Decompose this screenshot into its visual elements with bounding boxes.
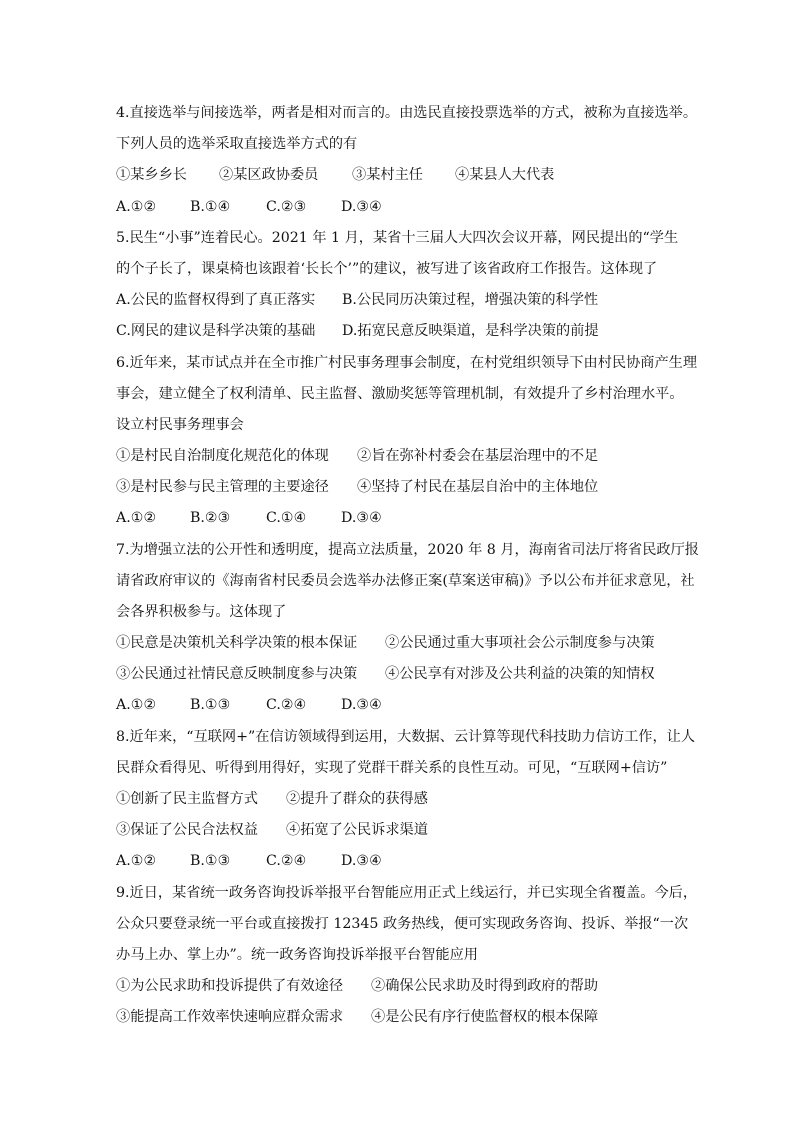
q5-choice-d: D.拓宽民意反映渠道，是科学决策的前提 (342, 323, 599, 339)
q4-statement-1: ①某乡乡长 (116, 167, 187, 183)
q6-statements-row-2 (116, 477, 598, 497)
q9-statement-1: ①为公民求助和投诉提供了有效途径 (116, 978, 344, 994)
q8-choice-a: A.①② (116, 853, 157, 869)
q6-statement-2: ②旨在弥补村委会在基层治理中的不足 (357, 448, 599, 464)
q8-choice-c: C.②④ (266, 853, 307, 869)
q9-stem-line-1: 9.近日，某省统一政务咨询投诉举报平台智能应用正式上线运行，并已实现全省覆盖。今后， (116, 885, 698, 901)
q4-choice-d: D.③④ (341, 199, 382, 215)
q7-stem-line-1: 7.为增强立法的公开性和透明度，提高立法质量，2020 年 8 月，海南省司法厅将省民政厅报 (116, 542, 699, 558)
q7-statements-row-1 (116, 633, 655, 653)
q8-statements-row-2 (116, 820, 428, 840)
q6-choice-c: C.①④ (266, 510, 307, 526)
q5-choice-a: A.公民的监督权得到了真正落实 (116, 292, 316, 308)
q4-stem-line-2: 下列人员的选举采取直接选举方式的有 (116, 136, 358, 152)
q5-options-row-1 (116, 290, 598, 310)
q9-stem-line-3: 办马上办、掌上办”。统一政务咨询投诉举报平台智能应用 (116, 947, 478, 963)
q6-choice-b: B.②③ (190, 510, 231, 526)
q5-choice-c: C.网民的建议是科学决策的基础 (116, 323, 316, 339)
q7-statement-3: ③公民通过社情民意反映制度参与决策 (116, 666, 358, 682)
q4-choice-b: B.①④ (190, 199, 231, 215)
q4-choice-c: C.②③ (266, 199, 307, 215)
q4-statement-2: ②某区政协委员 (219, 167, 319, 183)
q4-choice-a: A.①② (116, 199, 157, 215)
q6-choice-a: A.①② (116, 510, 157, 526)
q7-choice-b: B.①③ (190, 697, 231, 713)
q7-stem-line-2: 请省政府审议的《海南省村民委员会选举办法修正案(草案送审稿)》予以公布并征求意见，社 (116, 573, 695, 589)
q4-statements (116, 165, 554, 185)
q9-statement-4: ④是公民有序行使监督权的根本保障 (371, 1009, 599, 1025)
q9-statement-3: ③能提高工作效率快速响应群众需求 (116, 1009, 344, 1025)
q6-choices (116, 508, 382, 528)
q8-statement-1: ①创新了民主监督方式 (116, 791, 258, 807)
q5-choice-b: B.公民同历决策过程，增强决策的科学性 (342, 292, 599, 308)
q5-stem-line-1: 5.民生“小事”连着民心。2021 年 1 月，某省十三届人大四次会议开幕，网民提出的“学生 (116, 230, 679, 246)
q7-statement-4: ④公民享有对涉及公共利益的决策的知情权 (385, 666, 655, 682)
q5-stem-line-2: 的个子长了，课桌椅也该跟着‘长长个’”的建议，被写进了该省政府工作报告。这体现了 (116, 261, 658, 277)
q4-statement-4: ④某县人大代表 (455, 167, 555, 183)
q6-stem-line-3: 设立村民事务理事会 (116, 417, 244, 433)
q6-statement-4: ④坚持了村民在基层自治中的主体地位 (357, 479, 599, 495)
q6-statement-1: ①是村民自治制度化规范化的体现 (116, 448, 329, 464)
q6-stem-line-1: 6.近年来，某市试点并在全市推广村民事务理事会制度，在村党组织领导下由村民协商产生理 (116, 355, 698, 371)
q7-statements-row-2 (116, 664, 655, 684)
q8-statement-4: ④拓宽了公民诉求渠道 (286, 822, 428, 838)
q6-stem-line-2: 事会，建立健全了权利清单、民主监督、激励奖惩等管理机制，有效提升了乡村治理水平。 (116, 386, 684, 402)
q8-choices (116, 851, 382, 871)
q4-stem-line-1: 4.直接选举与间接选举，两者是相对而言的。由选民直接投票选举的方式，被称为直接选举。 (116, 105, 698, 121)
q8-choice-d: D.③④ (341, 853, 382, 869)
q6-statements-row-1 (116, 446, 598, 466)
q7-statement-1: ①民意是决策机关科学决策的根本保证 (116, 635, 358, 651)
q8-statement-2: ②提升了群众的获得感 (286, 791, 428, 807)
q9-statements-row-2 (116, 1007, 598, 1027)
q8-stem-line-1: 8.近年来，“互联网+”在信访领域得到运用，大数据、云计算等现代科技助力信访工作，让人 (116, 729, 696, 745)
q7-choice-d: D.③④ (341, 697, 382, 713)
q7-choice-a: A.①② (116, 697, 157, 713)
q8-statement-3: ③保证了公民合法权益 (116, 822, 258, 838)
q8-choice-b: B.①③ (190, 853, 231, 869)
q6-choice-d: D.③④ (341, 510, 382, 526)
q7-statement-2: ②公民通过重大事项社会公示制度参与决策 (385, 635, 655, 651)
q8-stem-line-2: 民群众看得见、听得到用得好，实现了党群干群关系的良性互动。可见，“互联网+信访” (116, 760, 668, 776)
q4-choices (116, 197, 382, 217)
q9-statement-2: ②确保公民求助及时得到政府的帮助 (371, 978, 599, 994)
q6-statement-3: ③是村民参与民主管理的主要途径 (116, 479, 329, 495)
q9-stem-line-2: 公众只要登录统一平台或直接拨打 12345 政务热线，便可实现政务咨询、投诉、举报“一次 (116, 916, 689, 932)
q8-statements-row-1 (116, 789, 428, 809)
q7-choices (116, 695, 382, 715)
q4-statement-3: ③某村主任 (352, 167, 423, 183)
q5-options-row-2 (116, 321, 599, 341)
q7-choice-c: C.②④ (266, 697, 307, 713)
q9-statements-row-1 (116, 976, 598, 996)
q7-stem-line-3: 会各界积极参与。这体现了 (116, 604, 287, 620)
